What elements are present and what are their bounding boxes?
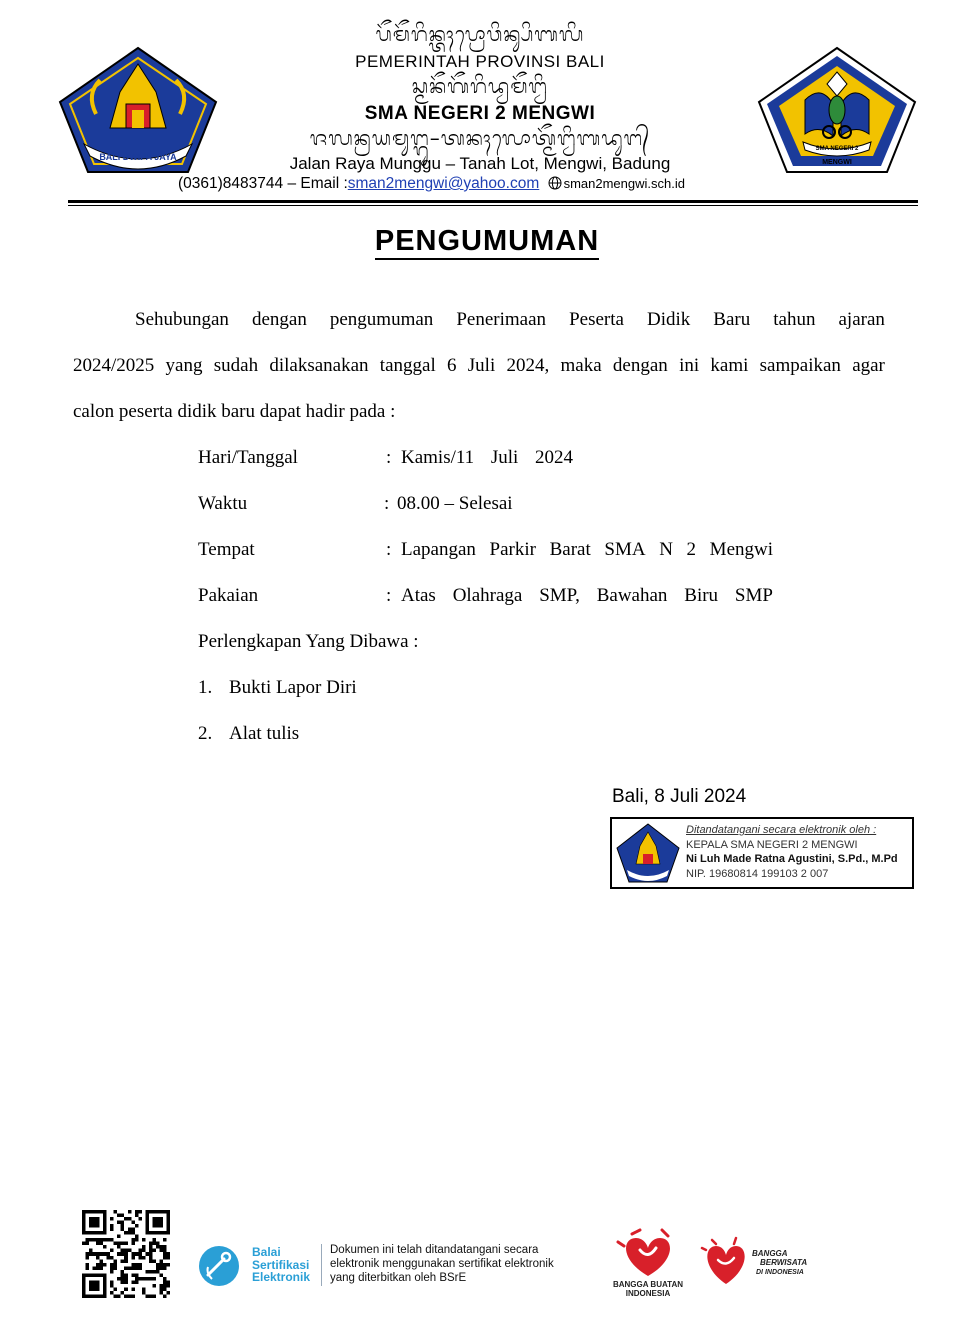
letterhead-divider-thick xyxy=(68,200,918,203)
value-word: SMP xyxy=(734,585,773,606)
qr-code xyxy=(82,1210,170,1298)
bangga-buatan-indonesia-logo xyxy=(610,1226,686,1298)
colon: : xyxy=(386,447,392,468)
value-word: Juli xyxy=(490,447,519,468)
government-name: PEMERINTAH PROVINSI BALI xyxy=(355,52,605,71)
time-label: Waktu xyxy=(198,493,248,514)
body-word: pengumuman xyxy=(329,309,434,330)
value-word: Bawahan xyxy=(596,585,668,606)
body-word: maka xyxy=(560,355,602,376)
item-text: Bukti Lapor Diri xyxy=(229,677,357,698)
bsre-name-line: Elektronik xyxy=(252,1270,311,1284)
bali-province-logo-small xyxy=(615,822,681,884)
body-line-2 xyxy=(73,355,885,377)
signature-details xyxy=(686,823,898,881)
body-word: kami xyxy=(710,355,749,376)
body-word: tahun xyxy=(773,309,816,330)
value-word: Barat xyxy=(549,539,591,560)
attire-label: Pakaian xyxy=(198,585,259,606)
colon: : xyxy=(386,585,392,606)
balinese-script-school: ᬲ᭄ᬫᬦᭂᬕᭂᬭᬶᬤ᭄ᬯᬫᭂᬗ᭄ᬯᬶ xyxy=(411,74,549,98)
body-word: 2024, xyxy=(506,355,550,376)
signer-nip: NIP. 19680814 199103 2 007 xyxy=(686,867,829,880)
bbi-text-line: BANGGA BUATAN xyxy=(612,1280,684,1289)
signed-note: Ditandatangani secara elektronik oleh : xyxy=(686,824,877,836)
globe-icon xyxy=(548,176,562,190)
value-word: Mengwi xyxy=(709,539,773,560)
letterhead-divider-thin xyxy=(68,205,918,206)
bbwi-text-line: BERWISATA xyxy=(760,1258,808,1267)
bangga-berwisata-logo xyxy=(700,1234,808,1290)
place-date: Bali, 8 Juli 2024 xyxy=(612,786,747,807)
disclaimer-line: Dokumen ini telah ditandatangani secara xyxy=(330,1244,539,1256)
body-line-3: calon peserta didik baru dapat hadir pada : xyxy=(73,401,396,422)
bsre-name-line: Balai xyxy=(252,1245,281,1259)
body-line-1 xyxy=(73,309,885,331)
body-word: Didik xyxy=(646,309,691,330)
body-word: 6 xyxy=(447,355,457,376)
body-word: ajaran xyxy=(838,309,885,330)
value-word: Atas xyxy=(401,585,436,606)
body-word: Penerimaan xyxy=(456,309,547,330)
balinese-script-address: ᬚᬮᬦ᭄ᬭᬬᬫᬸᬗ᭄ᬕᬸ–ᬢᬦᬄᬮᭀᬢ᭄ᬫᭂᬗ᭄ᬯᬶᬩᬤᬸᬗ᭄ xyxy=(309,126,651,150)
footer-divider xyxy=(321,1244,322,1286)
balinese-script-government: ᬧᭂᬫᭂᬭᬶᬦ᭄ᬢᬄᬧ᭄ᬭᭀᬯᬶᬦ᭄ᬲᬶᬩᬮᬶ xyxy=(375,22,585,46)
email-link[interactable]: sman2mengwi@yahoo.com xyxy=(347,175,540,192)
document-title: PENGUMUMAN xyxy=(0,225,974,258)
body-word: dengan xyxy=(612,355,668,376)
e-sign-disclaimer xyxy=(330,1243,554,1285)
right-logo-school: SMA NEGERI 2 xyxy=(815,146,859,152)
colon: : xyxy=(386,539,392,560)
value-word: 2 xyxy=(686,539,697,560)
date-label: Hari/Tanggal xyxy=(198,447,298,468)
body-word: dilaksanakan xyxy=(269,355,369,376)
bbi-text-line: INDONESIA xyxy=(625,1289,671,1298)
contact-line xyxy=(178,175,685,193)
value-word: Biru xyxy=(684,585,719,606)
date-value xyxy=(401,447,573,469)
value-word: 2024 xyxy=(534,447,573,468)
body-word: dengan xyxy=(251,309,307,330)
body-word: sampaikan xyxy=(759,355,841,376)
value-word: Parkir xyxy=(489,539,536,560)
value-word: Kamis/11 xyxy=(401,447,475,468)
body-word: yang xyxy=(165,355,203,376)
school-logo xyxy=(755,44,919,176)
bsre-logo-icon xyxy=(198,1245,240,1287)
signer-position: KEPALA SMA NEGERI 2 MENGWI xyxy=(686,838,858,851)
body-word: Baru xyxy=(713,309,751,330)
body-word: agar xyxy=(852,355,885,376)
item-number: 2. xyxy=(198,723,213,744)
value-word: Olahraga xyxy=(452,585,523,606)
body-word: Peserta xyxy=(569,309,624,330)
body-word: ini xyxy=(679,355,700,376)
colon: : xyxy=(384,493,390,514)
place-label: Tempat xyxy=(198,539,255,560)
bsre-name-line: Sertifikasi xyxy=(252,1257,310,1272)
e-signature-box xyxy=(610,817,914,889)
body-word: Juli xyxy=(467,355,496,376)
attire-value xyxy=(401,585,773,607)
item-number: 1. xyxy=(198,677,213,698)
school-name: SMA NEGERI 2 MENGWI xyxy=(364,103,596,124)
phone-email-label: (0361)8483744 – Email : xyxy=(178,175,348,192)
time-value: 08.00 – Selesai xyxy=(397,493,513,514)
signer-name: Ni Luh Made Ratna Agustini, S.Pd., M.Pd xyxy=(686,853,898,865)
body-word: tanggal xyxy=(379,355,436,376)
place-value xyxy=(401,539,773,561)
body-word: 2024/2025 xyxy=(73,355,155,376)
website-link[interactable]: sman2mengwi.sch.id xyxy=(563,176,685,191)
equipment-heading: Perlengkapan Yang Dibawa : xyxy=(198,631,419,652)
disclaimer-line: yang diterbitkan oleh BSrE xyxy=(330,1272,467,1284)
item-text: Alat tulis xyxy=(229,723,300,744)
right-logo-town: MENGWI xyxy=(822,159,852,166)
school-address: Jalan Raya Munggu – Tanah Lot, Mengwi, Badung xyxy=(289,154,671,173)
disclaimer-line: elektronik menggunakan sertifikat elektronik xyxy=(330,1258,554,1270)
value-word: N xyxy=(659,539,673,560)
bbwi-text-line: BANGGA xyxy=(752,1249,788,1258)
left-logo-motto: BALI DWIPA JAYA xyxy=(99,152,177,162)
value-word: Lapangan xyxy=(401,539,476,560)
bsre-name xyxy=(252,1246,310,1284)
value-word: SMP, xyxy=(539,585,580,606)
value-word: SMA xyxy=(604,539,646,560)
bbwi-text-line: DI INDONESIA xyxy=(756,1269,804,1276)
body-word: sudah xyxy=(213,355,259,376)
body-word: Sehubungan xyxy=(135,309,229,330)
